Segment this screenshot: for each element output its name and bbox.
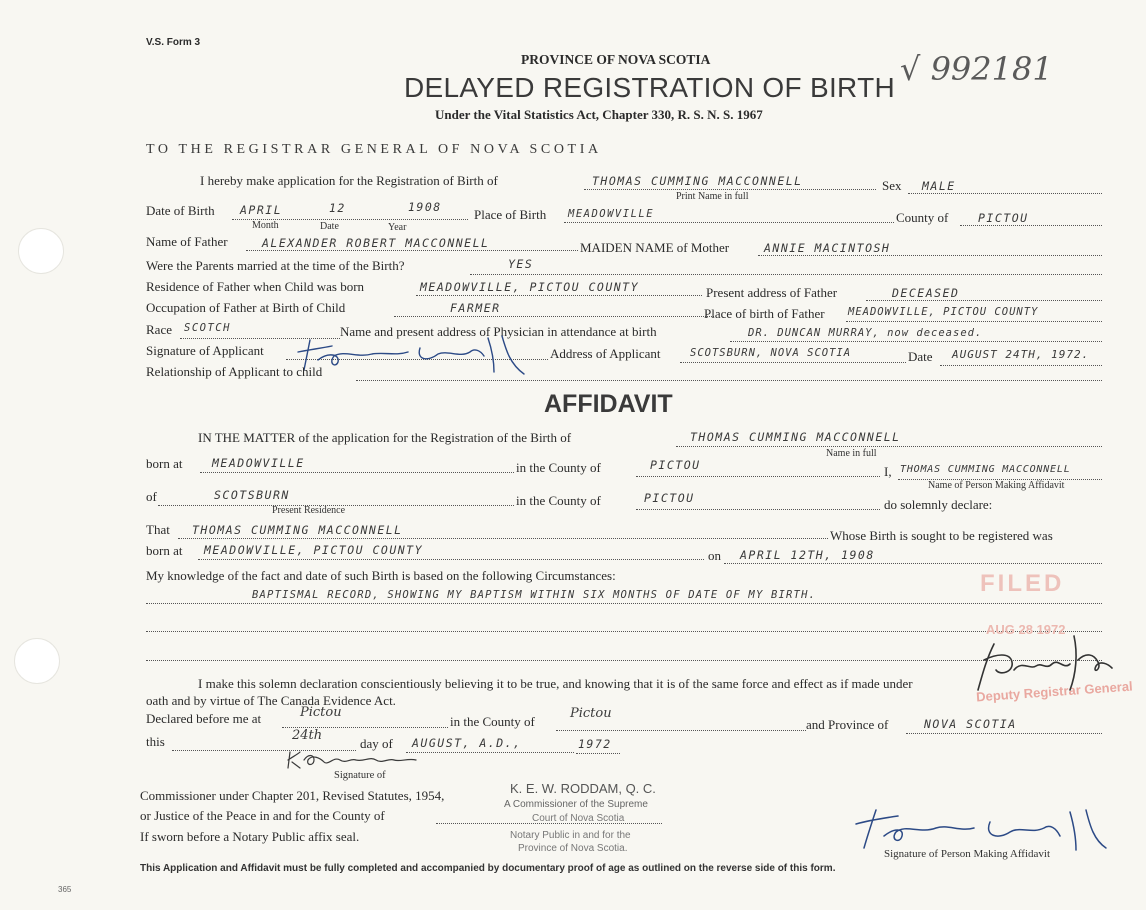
mother-label: MAIDEN NAME of Mother [580,240,730,255]
dots-sex [908,193,1102,194]
father-value: ALEXANDER ROBERT MACCONNELL [262,236,490,250]
commissioner-stamp-line-3: Notary Public in and for the [510,830,631,841]
deponent-note: Name of Person Making Affidavit [928,480,1065,491]
race-value: SCOTCH [184,322,231,334]
residence-value: SCOTSBURN [214,488,290,502]
month-note: Month [252,220,279,231]
on-date-value: APRIL 12TH, 1908 [740,548,875,562]
commissioner-stamp-line-2: Court of Nova Scotia [532,813,625,824]
page-subtitle: Under the Vital Statistics Act, Chapter 330, R. S. N. S. 1967 [435,107,763,122]
form-number: V.S. Form 3 [146,37,201,48]
dots-address [866,300,1102,301]
registration-number: √ 992181 [900,50,1053,88]
dots-county-2 [636,509,880,510]
dots-mother [758,255,1102,256]
matter-label: IN THE MATTER of the application for the Registration of the Birth of [198,430,572,445]
place-of-birth-label: Place of Birth [474,207,547,222]
father-residence-value: MEADOWVILLE, PICTOU COUNTY [420,280,640,294]
deputy-registrar-stamp: Deputy Registrar General [975,678,1134,705]
filed-stamp: FILED [980,570,1065,597]
this-label: this [146,734,165,749]
i-label: I, [884,464,892,479]
page-title: DELAYED REGISTRATION OF BIRTH [404,72,895,103]
dots-knowledge-2 [146,631,1102,632]
born-at-value: MEADOWVILLE [212,456,305,470]
dots-county [960,225,1102,226]
commissioner-stamp-line-4: Province of Nova Scotia. [518,843,628,854]
dots-physician [730,341,1102,342]
punch-hole-bottom [14,638,60,684]
dots-occupation [394,316,714,317]
in-county-label-3: in the County of [450,714,535,729]
on-label: on [708,548,721,563]
signature-label: Signature of Applicant [146,343,264,358]
intro-label: I hereby make application for the Registration of Birth of [200,173,498,188]
dots-month [406,752,574,753]
race-label: Race [146,322,172,337]
dots-birthplace [846,321,1102,322]
affiant-signature-note: Signature of Person Making Affidavit [884,848,1050,860]
province-value: NOVA SCOTIA [924,717,1017,731]
dots-place [564,222,894,223]
that-label: That [146,522,170,537]
of-label: of [146,489,157,504]
born-at-label: born at [146,456,183,471]
name-in-full-note: Name in full [826,448,877,459]
dots-born-at [200,472,514,473]
punch-hole-top [18,228,64,274]
dots-born-at2 [198,559,704,560]
county-value: PICTOU [978,211,1029,225]
dob-month-value: APRIL [240,203,283,217]
commissioner-signature [284,748,424,772]
declare-label: do solemnly declare: [884,497,993,512]
month-value: AUGUST, A.D., [412,736,522,750]
county-label: County of [896,210,949,225]
footer-note: This Application and Affidavit must be fully completed and accompanied by documentary proof of age as outlined on the reverse side of this form. [140,863,836,874]
applicant-address-label: Address of Applicant [550,346,661,361]
dots-declared-county [556,730,806,731]
dots-on [724,563,1102,564]
affidavit-heading: AFFIDAVIT [544,390,673,418]
dots-date [940,365,1102,366]
dots-matter [676,446,1102,447]
father-birthplace-label: Place of birth of Father [704,306,825,321]
affidavit-county2-value: PICTOU [644,491,695,505]
dots-knowledge-1 [146,603,1102,604]
dots-province [906,733,1102,734]
commissioner-stamp-line-1: A Commissioner of the Supreme [504,799,648,810]
father-address-value: DECEASED [892,286,960,300]
born-at2-label: born at [146,543,183,558]
dob-label: Date of Birth [146,203,215,218]
physician-label: Name and present address of Physician in attendance at birth [340,324,657,339]
dob-date-value: 12 [329,201,346,215]
day-of-label: day of [360,736,393,751]
applicant-signature [288,330,538,380]
father-occupation-label: Occupation of Father at Birth of Child [146,300,346,315]
dob-year-value: 1908 [408,200,442,214]
year-value: 1972 [578,737,612,751]
married-label: Were the Parents married at the time of the Birth? [146,258,405,273]
dots-that [178,538,828,539]
circumstances-value: BAPTISMAL RECORD, SHOWING MY BAPTISM WITHIN SIX MONTHS OF DATE OF MY BIRTH. [252,589,817,601]
declared-county-value: Pictou [570,706,612,721]
declared-label: Declared before me at [146,711,262,726]
date-note: Date [320,221,339,232]
relationship-label: Relationship of Applicant to child [146,364,323,379]
sex-value: MALE [922,179,956,193]
dots-relationship [356,380,1102,381]
dots-county-1 [636,476,880,477]
date-value: AUGUST 24TH, 1972. [952,348,1090,361]
declared-at-value: Pictou [300,705,342,720]
signature-of-note: Signature of [334,770,386,781]
dots-father [246,250,578,251]
father-occupation-value: FARMER [450,301,501,315]
notary-note: If sworn before a Notary Public affix seal. [140,829,360,844]
day-value: 24th [292,728,323,743]
registrar-signature [966,630,1126,700]
addressee: TO THE REGISTRAR GENERAL OF NOVA SCOTIA [146,142,602,157]
dots-married [470,274,1102,275]
year-note: Year [388,222,407,233]
print-name-note: Print Name in full [676,191,749,202]
born-at2-value: MEADOWVILLE, PICTOU COUNTY [204,543,424,557]
dots-year [576,753,620,754]
sex-label: Sex [882,178,902,193]
in-county-label-2: in the County of [516,493,601,508]
deponent-value: THOMAS CUMMING MACCONNELL [900,464,1071,475]
child-name-value: THOMAS CUMMING MACCONNELL [592,174,803,188]
that-value: THOMAS CUMMING MACCONNELL [192,523,403,537]
affidavit-child-value: THOMAS CUMMING MACCONNELL [690,430,901,444]
father-residence-label: Residence of Father when Child was born [146,279,365,294]
father-address-label: Present address of Father [706,285,838,300]
applicant-address-value: SCOTSBURN, NOVA SCOTIA [690,347,852,359]
solemn-declaration-1: I make this solemn declaration conscientiously believing it to be true, and knowing that it is of the same force and effect as if made under [198,676,913,691]
mother-value: ANNIE MACINTOSH [764,241,891,255]
married-value: YES [508,257,534,271]
dots-residence [416,295,702,296]
father-birthplace-value: MEADOWVILLE, PICTOU COUNTY [848,306,1039,318]
place-of-birth-value: MEADOWVILLE [568,208,655,220]
affiant-signature [850,802,1120,854]
print-code: 365 [58,885,72,894]
province-heading: PROVINCE OF NOVA SCOTIA [521,52,711,67]
knowledge-label: My knowledge of the fact and date of such Birth is based on the following Circumstances: [146,568,616,583]
filed-date-stamp: AUG 28 1972 [986,622,1066,637]
solemn-declaration-2: oath and by virtue of The Canada Evidence Act. [146,693,396,708]
date-label: Date [908,349,933,364]
physician-value: DR. DUNCAN MURRAY, now deceased. [748,327,983,339]
commissioner-line-2: or Justice of the Peace in and for the County of [140,808,385,823]
affidavit-county-value: PICTOU [650,458,701,472]
in-county-label: in the County of [516,460,601,475]
commissioner-line-1: Commissioner under Chapter 201, Revised Statutes, 1954, [140,788,445,803]
residence-note: Present Residence [272,505,346,516]
dots-child [584,189,876,190]
father-label: Name of Father [146,234,228,249]
dots-applicant-address [680,362,906,363]
commissioner-stamp-name: K. E. W. RODDAM, Q. C. [510,781,656,796]
whose-label: Whose Birth is sought to be registered was [830,528,1053,543]
province-label: and Province of [806,717,889,732]
dots-knowledge-3 [146,660,1102,661]
